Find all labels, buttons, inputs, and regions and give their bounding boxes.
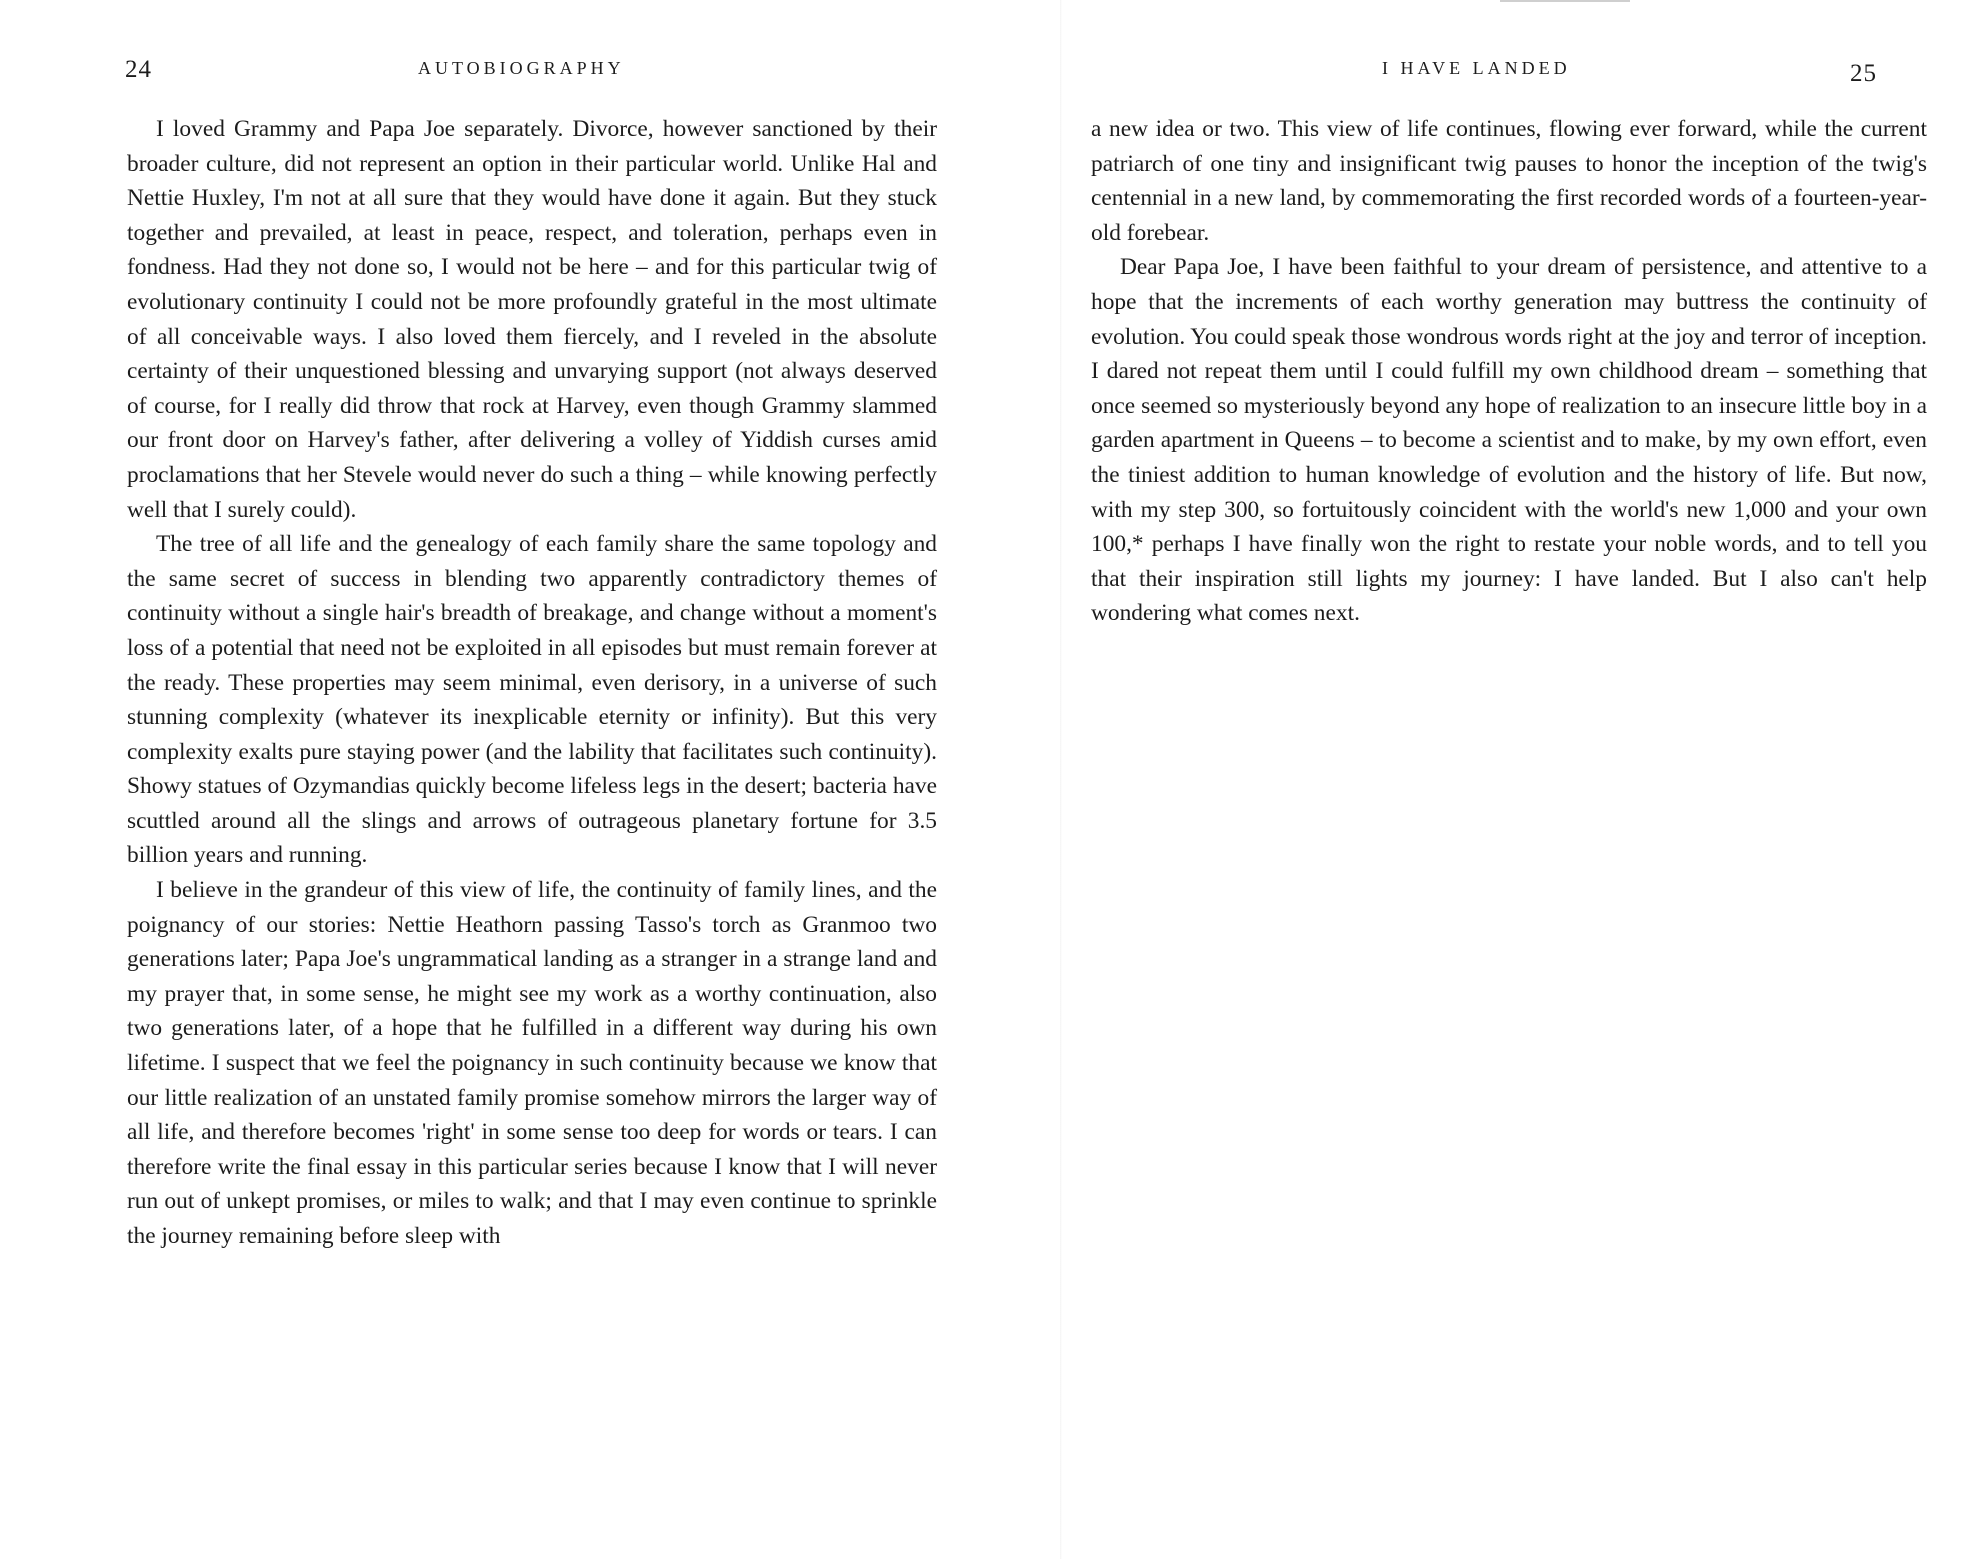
page-number: 24 (125, 56, 152, 83)
paragraph: Dear Papa Joe, I have been faithful to your dream of persistence, and attentive to a hope that the increments of each worthy generation may buttress the continuity of evolution. You could speak those wondrous words right at the joy and terror of inception. I dared not repeat them until I could fulfill my own childhood dream – something that once seemed so mysteriously beyond any hope of realization to an insecure little boy in a garden apartment in Queens – to become a scientist and to make, by my own effort, even the tiniest addition to human knowledge of evolution and the history of life. But now, with my step 300, so fortuitously coincident with the world's new 1,000 and your own 100,* perhaps I have finally won the right to restate your noble words, and to tell you that their inspiration still lights my journey: I have landed. But I also can't help wondering what comes next. (1091, 254, 1927, 627)
paragraph: a new idea or two. This view of life continues, flowing ever forward, while the current patriarch of one tiny and insignificant twig pauses to honor the inception of the twig's centennial in a new land, by commemorating the first recorded words of a fourteen-year-old forebear. (1091, 116, 1927, 246)
paragraph: I believe in the grandeur of this view of life, the continuity of family lines, and the poignancy of our stories: Nettie Heathorn passing Tasso's torch as Granmoo two generations later; Papa Joe's ungrammatical landing as a stranger in a strange land and my prayer that, in some sense, he might see my work as a worthy continuation, also two generations later, of a hope that he fulfilled in a different way during his own lifetime. I suspect that we feel the poignancy in such continuity because we know that our little realization of an unstated family promise somehow mirrors the larger way of all life, and therefore becomes 'right' in some sense too deep for words or tears. I can therefore write the final essay in this particular series because I know that I will never run out of unkept promises, or miles to walk; and that I may even continue to sprinkle the journey remaining before sleep with (127, 877, 937, 1249)
right-page (1060, 0, 1980, 1559)
paragraph: The tree of all life and the genealogy of each family share the same topology and the same secret of success in blending two apparently contradictory themes of continuity without a single hair's breadth of breakage, and change without a moment's loss of a potential that need not be exploited in all episodes but must remain forever at the ready. These properties may seem minimal, even derisory, in a universe of such stunning complexity (whatever its inexplicable eternity or infinity). But this very complexity exalts pure staying power (and the lability that facilitates such continuity). Showy statues of Ozymandias quickly become lifeless legs in the desert; bacteria have scuttled around all the slings and arrows of outrageous planetary fortune for 3.5 billion years and running. (127, 531, 937, 869)
running-head: AUTOBIOGRAPHY (418, 58, 625, 78)
paragraph: I loved Grammy and Papa Joe separately. Divorce, however sanctioned by their broader culture, did not represent an option in their particular world. Unlike Hal and Nettie Huxley, I'm not at all sure that they would have done it again. But they stuck together and prevailed, at least in peace, respect, and toleration, perhaps even in fondness. Had they not done so, I would not be here – and for this particular twig of evolutionary continuity I could not be more profoundly grateful in the most ultimate of all conceivable ways. I also loved them fiercely, and I reveled in the absolute certainty of their unquestioned blessing and unvarying support (not always deserved of course, for I really did throw that rock at Harvey, even though Grammy slammed our front door on Harvey's father, after delivering a volley of Yiddish curses amid proclamations that her Stevele would never do such a thing – while knowing perfectly well that I surely could). (127, 116, 937, 523)
body-text (1091, 112, 1927, 631)
page-number: 25 (1850, 60, 1877, 87)
running-head: I HAVE LANDED (1382, 58, 1571, 78)
body-text (127, 112, 937, 1254)
